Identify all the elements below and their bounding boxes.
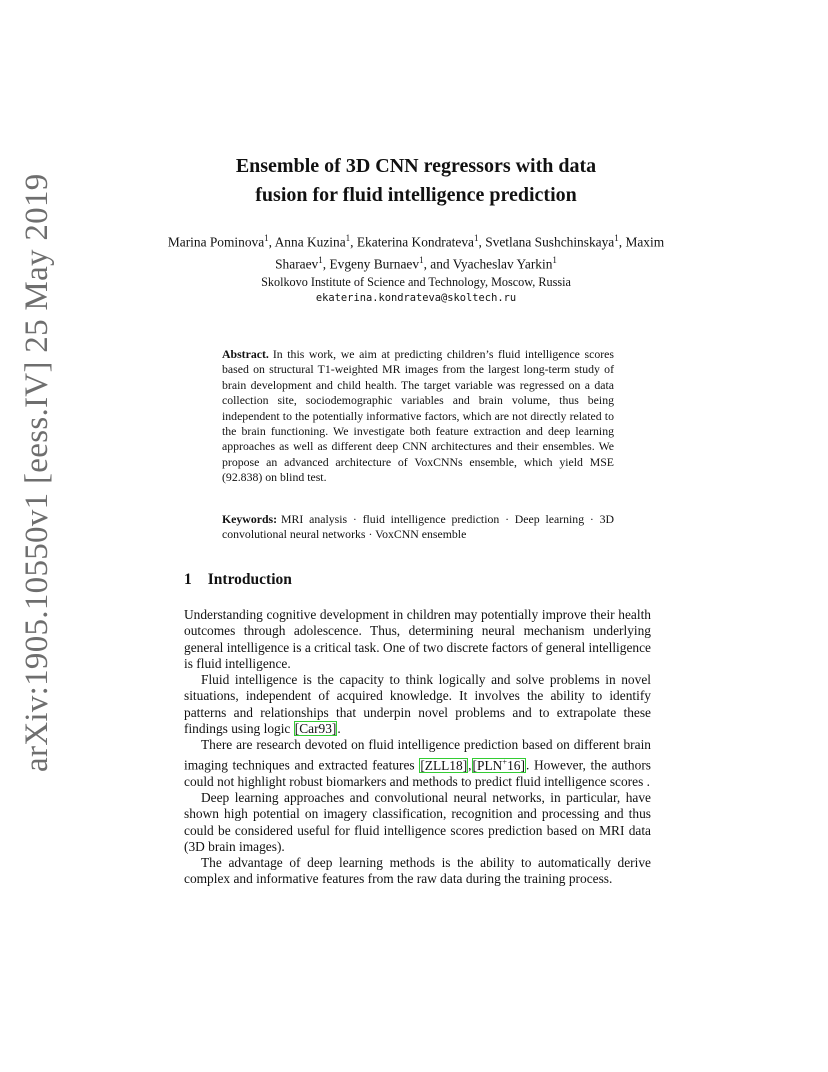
affiliation-block	[150, 274, 682, 306]
title-line-2: fusion for fluid intelligence prediction	[255, 184, 577, 206]
author-name: Ekaterina Kondrateva	[356, 234, 474, 250]
author-affiliation-mark: 1	[614, 233, 619, 243]
paragraph-2	[184, 672, 651, 737]
abstract	[222, 347, 614, 486]
author-name: Marina Pominova	[167, 234, 265, 250]
author-affiliation-mark: 1	[419, 255, 424, 266]
citation-pln16-sup: +	[502, 756, 508, 767]
author-separator: ,	[618, 234, 626, 250]
title-line-1: Ensemble of 3D CNN regressors with data	[235, 155, 597, 177]
author-affiliation-mark: 1	[552, 255, 557, 266]
section-body	[184, 607, 651, 888]
author-name: Maxim Sharaev	[275, 234, 665, 272]
paper-title	[150, 152, 682, 210]
author-affiliation-mark: 1	[318, 255, 323, 266]
paragraph-3-end: . However, the authors could not highlight robust biomarkers and methods to predict fluid intelligence scores .	[184, 757, 651, 789]
author-name: Anna Kuzina	[274, 234, 346, 250]
paragraph-1: Understanding cognitive development in children may potentially improve their health outcomes through adolescence. Thus, determining neural mechanism underlying general intelligence is a critical task. One of two discrete factors of general intelligence is fluid intelligence.	[184, 607, 651, 671]
citation-separator: ,	[468, 757, 472, 773]
citation-pln16[interactable]	[472, 758, 526, 773]
author-name: Evgeny Burnaev	[329, 256, 420, 272]
author-email[interactable]: ekaterina.kondrateva@skoltech.ru	[315, 292, 517, 304]
citation-zll18[interactable]: [ZLL18]	[420, 757, 468, 773]
author-separator: ,	[322, 256, 330, 272]
keywords	[222, 512, 614, 543]
section-title: Introduction	[207, 571, 292, 588]
paragraph-3	[184, 737, 651, 790]
author-affiliation-mark: 1	[345, 233, 351, 243]
author-list	[150, 229, 682, 274]
author-separator: ,	[350, 234, 357, 250]
paragraph-2-text: Fluid intelligence is the capacity to think logically and solve problems in novel situations, independent of acquired knowledge. It involves the ability to identify patterns and relationships that underpin novel problems and to extrapolate these findings using logic	[184, 672, 651, 736]
keywords-text: MRI analysis · fluid intelligence prediction · Deep learning · 3D convolutional neural networks · VoxCNN ensemble	[222, 512, 614, 542]
author-affiliation-mark: 1	[264, 233, 269, 243]
citation-pln16-suffix: 16]	[507, 757, 525, 773]
keywords-label: Keywords:	[222, 512, 278, 526]
author-separator: ,	[268, 234, 275, 250]
section-number: 1	[184, 571, 192, 588]
paragraph-5: The advantage of deep learning methods is the ability to automatically derive complex and informative features from the raw data during the training process.	[184, 855, 651, 887]
abstract-label: Abstract.	[222, 347, 269, 361]
paragraph-3-text: There are research devoted on fluid intelligence prediction based on different brain imaging techniques and extracted features	[184, 737, 651, 773]
affiliation: Skolkovo Institute of Science and Technology, Moscow, Russia	[261, 275, 571, 289]
paragraph-2-end: .	[337, 720, 341, 736]
section-heading	[184, 570, 292, 590]
abstract-text: In this work, we aim at predicting children’s fluid intelligence scores based on structural T1-weighted MR images from the largest long-term study of brain development and child health. The target variable was regressed on a data collection site, sociodemographic variables and brain volume, thus being independent to the potentially informative factors, which are not directly related to the brain functioning. We investigate both feature extraction and deep learning approaches as well as different deep CNN architectures and their ensembles. We propose an advanced architecture of VoxCNNs ensemble, which yield MSE (92.838) on blind test.	[222, 347, 614, 485]
author-separator: , and	[423, 256, 453, 272]
author-separator: ,	[478, 234, 486, 250]
citation-pln16-prefix: [PLN	[472, 757, 503, 773]
author-affiliation-mark: 1	[473, 233, 479, 243]
citation-car93[interactable]: [Car93]	[294, 720, 337, 736]
author-name: Svetlana Sushchinskaya	[485, 234, 615, 250]
arxiv-sidebar-stamp: arXiv:1905.10550v1 [eess.IV] 25 May 2019	[19, 173, 55, 772]
paragraph-4: Deep learning approaches and convolutional neural networks, in particular, have shown high potential on imagery classification, recognition and processing and thus could be considered useful for fluid intelligence scores prediction based on MRI data (3D brain images).	[184, 790, 651, 854]
author-name: Vyacheslav Yarkin	[452, 256, 553, 272]
